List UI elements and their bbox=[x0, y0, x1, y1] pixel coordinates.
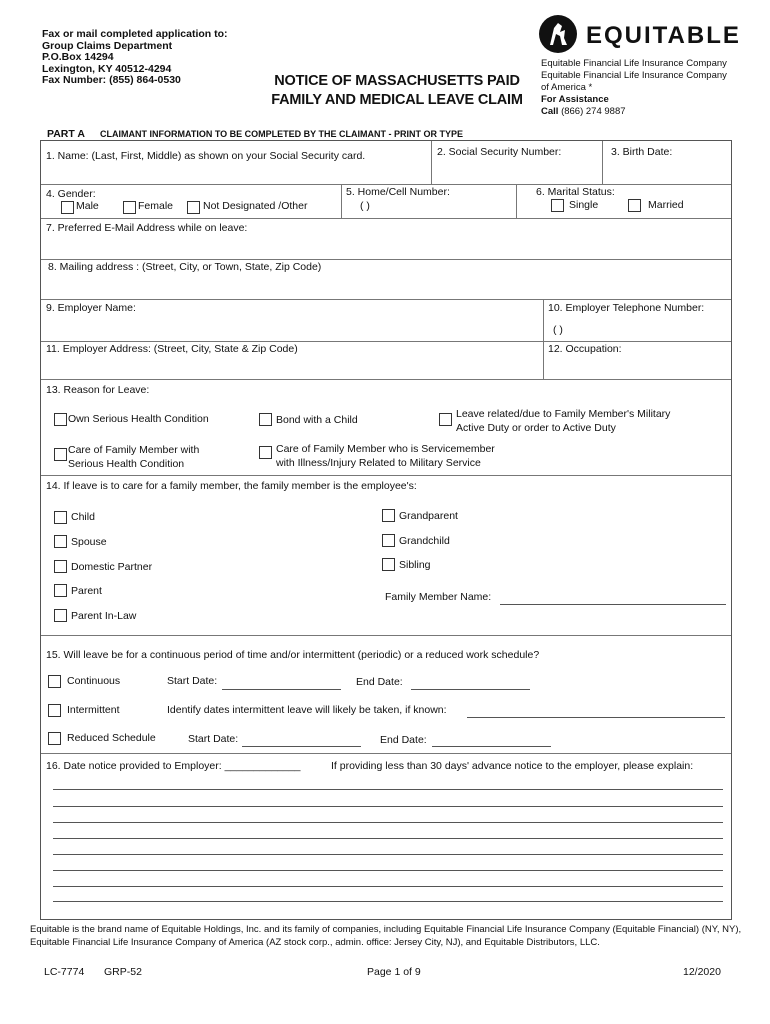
male-checkbox[interactable] bbox=[61, 201, 74, 214]
col-divider bbox=[431, 141, 432, 184]
row-divider bbox=[41, 299, 731, 300]
intermittent-label: Intermittent bbox=[67, 704, 120, 716]
mail-line: P.O.Box 14294 bbox=[42, 51, 114, 63]
parent-in-law-checkbox[interactable] bbox=[54, 609, 67, 622]
care-family-checkbox[interactable] bbox=[54, 448, 67, 461]
occupation-label: 12. Occupation: bbox=[548, 343, 622, 355]
bond-child-checkbox[interactable] bbox=[259, 413, 272, 426]
continuous-end-label: End Date: bbox=[356, 676, 403, 688]
equitable-logo-icon bbox=[538, 14, 578, 54]
row-divider bbox=[41, 218, 731, 219]
domestic-partner-checkbox[interactable] bbox=[54, 560, 67, 573]
mail-line: Lexington, KY 40512-4294 bbox=[42, 62, 172, 75]
family-member-name-label: Family Member Name: bbox=[385, 591, 492, 603]
assistance-label: For Assistance bbox=[541, 94, 609, 105]
title-line: FAMILY AND MEDICAL LEAVE CLAIM bbox=[271, 92, 523, 108]
form-number: LC-7774 bbox=[44, 966, 85, 978]
mailing-address-label: 8. Mailing address : (Street, City, or Town, State, Zip Code) bbox=[48, 261, 322, 273]
brand-disclaimer: Equitable is the brand name of Equitable Holdings, Inc. and its family of companies, including Equitable Financial Life Insurance Company (Equitable Financial) (NY, NY), Equitable Financial Life Insurance Company of America (AZ stock corp., admin. office: Jersey City, NJ), and Equitable Distributors, LLC. bbox=[30, 924, 742, 948]
employer-phone-label: 10. Employer Telephone Number: bbox=[548, 302, 705, 314]
military-leave-checkbox[interactable] bbox=[439, 413, 452, 426]
care-family-label bbox=[68, 443, 199, 471]
not-designated-label: Not Designated /Other bbox=[203, 200, 308, 212]
military-leave-label bbox=[456, 407, 670, 435]
male-label: Male bbox=[76, 200, 99, 212]
name-field-label: 1. Name: (Last, First, Middle) as shown on your Social Security card. bbox=[46, 150, 366, 162]
family-relation-label: 14. If leave is to care for a family member, the family member is the employee's: bbox=[46, 480, 417, 492]
company-line: Equitable Financial Life Insurance Company bbox=[541, 58, 727, 69]
ssn-field-label: 2. Social Security Number: bbox=[437, 146, 562, 158]
spouse-checkbox[interactable] bbox=[54, 535, 67, 548]
grandchild-checkbox[interactable] bbox=[382, 534, 395, 547]
mail-line: Fax Number: (855) 864-0530 bbox=[42, 74, 181, 86]
claim-form bbox=[40, 140, 732, 920]
mail-line: Group Claims Department bbox=[42, 39, 173, 52]
reduced-end-field[interactable] bbox=[432, 746, 551, 747]
bond-child-label: Bond with a Child bbox=[276, 414, 358, 426]
mail-line: Fax or mail completed application to: bbox=[42, 28, 228, 40]
explanation-line[interactable] bbox=[53, 901, 723, 902]
single-label: Single bbox=[569, 199, 599, 211]
gender-label: 4. Gender: bbox=[46, 188, 96, 200]
intermittent-dates-field[interactable] bbox=[467, 717, 725, 718]
continuous-start-label: Start Date: bbox=[167, 675, 218, 687]
reduced-start-field[interactable] bbox=[242, 746, 361, 747]
row-divider bbox=[41, 184, 731, 185]
child-label: Child bbox=[71, 511, 95, 523]
call-number: (866) 274 9887 bbox=[561, 106, 626, 117]
call-label: Call bbox=[541, 106, 559, 117]
care-line: Care of Family Member with bbox=[68, 444, 200, 456]
married-label: Married bbox=[648, 199, 684, 211]
continuous-end-field[interactable] bbox=[411, 689, 530, 690]
reason-for-leave-label: 13. Reason for Leave: bbox=[46, 384, 150, 396]
reduced-start-label: Start Date: bbox=[188, 733, 239, 745]
group-number: GRP-52 bbox=[104, 966, 142, 978]
continuous-start-field[interactable] bbox=[222, 689, 341, 690]
female-checkbox[interactable] bbox=[123, 201, 136, 214]
form-date: 12/2020 bbox=[683, 966, 721, 978]
sibling-label: Sibling bbox=[399, 559, 431, 571]
explanation-line[interactable] bbox=[53, 854, 723, 855]
explanation-line[interactable] bbox=[53, 870, 723, 871]
domestic-partner-label: Domestic Partner bbox=[71, 561, 153, 573]
part-a-label: PART A bbox=[47, 128, 85, 140]
company-line: of America * bbox=[541, 82, 593, 93]
grandchild-label: Grandchild bbox=[399, 535, 450, 547]
service-line: with Illness/Injury Related to Military Service bbox=[276, 457, 481, 469]
q15-label: 15. Will leave be for a continuous period of time and/or intermittent (periodic) or a reduced work schedule? bbox=[46, 649, 540, 661]
company-line: Equitable Financial Life Insurance Company bbox=[541, 70, 727, 81]
q16-explain-label: If providing less than 30 days' advance notice to the employer, please explain: bbox=[331, 760, 694, 772]
q16-notice-date: 16. Date notice provided to Employer: _____________ bbox=[46, 760, 301, 772]
col-divider bbox=[341, 184, 342, 218]
company-info bbox=[541, 58, 727, 118]
continuous-label: Continuous bbox=[67, 675, 121, 687]
col-divider bbox=[602, 141, 603, 184]
brand-name: EQUITABLE bbox=[586, 22, 741, 49]
military-line: Active Duty or order to Active Duty bbox=[456, 422, 616, 434]
mailing-instructions bbox=[42, 29, 228, 87]
parent-in-law-label: Parent In-Law bbox=[71, 610, 137, 622]
employer-phone-area[interactable]: ( ) bbox=[553, 324, 563, 336]
row-divider bbox=[41, 259, 731, 260]
email-label: 7. Preferred E-Mail Address while on leave: bbox=[46, 222, 248, 234]
female-label: Female bbox=[138, 200, 174, 212]
own-health-checkbox[interactable] bbox=[54, 413, 67, 426]
single-checkbox[interactable] bbox=[551, 199, 564, 212]
continuous-checkbox[interactable] bbox=[48, 675, 61, 688]
reduced-schedule-label: Reduced Schedule bbox=[67, 732, 156, 744]
family-member-name-field[interactable] bbox=[500, 604, 726, 605]
intermittent-checkbox[interactable] bbox=[48, 704, 61, 717]
explanation-line[interactable] bbox=[53, 822, 723, 823]
row-divider bbox=[41, 475, 731, 476]
intermittent-desc: Identify dates intermittent leave will likely be taken, if known: bbox=[167, 704, 447, 716]
military-line: Leave related/due to Family Member's Military bbox=[456, 408, 671, 420]
servicemember-checkbox[interactable] bbox=[259, 446, 272, 459]
birth-date-label: 3. Birth Date: bbox=[611, 146, 673, 158]
explanation-line[interactable] bbox=[53, 806, 723, 807]
grandparent-label: Grandparent bbox=[399, 510, 458, 522]
not-designated-checkbox[interactable] bbox=[187, 201, 200, 214]
care-line: Serious Health Condition bbox=[68, 458, 185, 470]
col-divider bbox=[543, 299, 544, 379]
col-divider bbox=[516, 184, 517, 218]
service-line: Care of Family Member who is Servicemember bbox=[276, 443, 495, 455]
grandparent-checkbox[interactable] bbox=[382, 509, 395, 522]
marital-status-label: 6. Marital Status: bbox=[536, 186, 615, 198]
sibling-checkbox[interactable] bbox=[382, 558, 395, 571]
reduced-end-label: End Date: bbox=[380, 734, 427, 746]
employer-name-label: 9. Employer Name: bbox=[46, 302, 136, 314]
phone-area-code[interactable]: ( ) bbox=[360, 200, 370, 212]
explanation-line[interactable] bbox=[53, 789, 723, 790]
child-checkbox[interactable] bbox=[54, 511, 67, 524]
parent-label: Parent bbox=[71, 585, 102, 597]
own-health-label: Own Serious Health Condition bbox=[68, 413, 209, 425]
reduced-schedule-checkbox[interactable] bbox=[48, 732, 61, 745]
row-divider bbox=[41, 341, 731, 342]
row-divider bbox=[41, 379, 731, 380]
form-title bbox=[262, 72, 532, 110]
part-a-description: CLAIMANT INFORMATION TO BE COMPLETED BY THE CLAIMANT - PRINT OR TYPE bbox=[100, 129, 463, 139]
married-checkbox[interactable] bbox=[628, 199, 641, 212]
explanation-line[interactable] bbox=[53, 886, 723, 887]
row-divider bbox=[41, 635, 731, 636]
page-number: Page 1 of 9 bbox=[367, 966, 421, 978]
servicemember-label bbox=[276, 442, 495, 470]
explanation-line[interactable] bbox=[53, 838, 723, 839]
parent-checkbox[interactable] bbox=[54, 584, 67, 597]
employer-address-label: 11. Employer Address: (Street, City, State & Zip Code) bbox=[46, 343, 298, 355]
spouse-label: Spouse bbox=[71, 536, 107, 548]
title-line: NOTICE OF MASSACHUSETTS PAID bbox=[274, 73, 520, 89]
row-divider bbox=[41, 753, 731, 754]
phone-label: 5. Home/Cell Number: bbox=[346, 186, 450, 198]
